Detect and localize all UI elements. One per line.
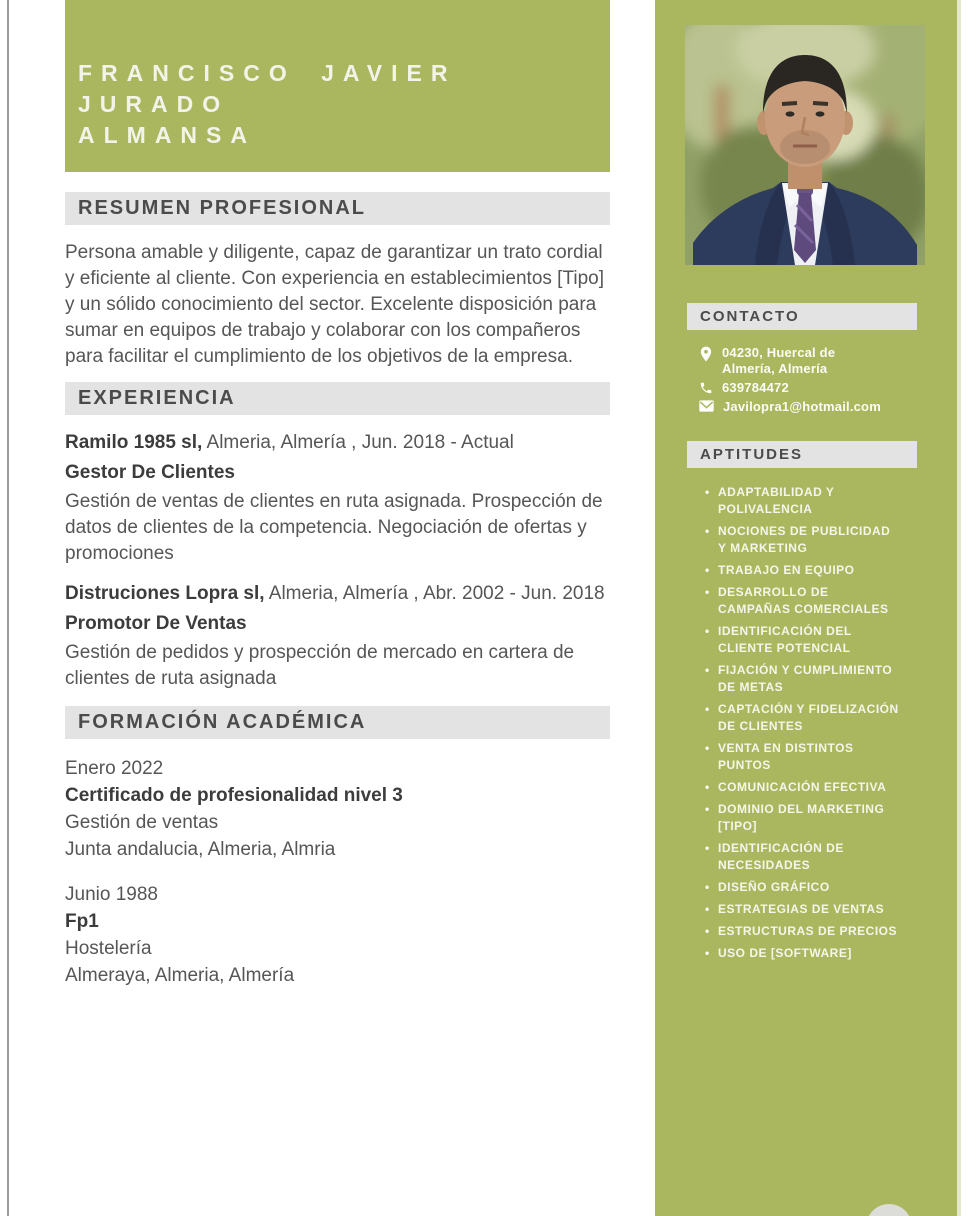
contact-email: Javilopra1@hotmail.com xyxy=(723,399,881,414)
aptitude-item: • VENTA EN DISTINTOS PUNTOS xyxy=(705,740,901,774)
phone-icon xyxy=(699,381,713,395)
aptitude-item: • USO DE [SOFTWARE] xyxy=(705,945,901,962)
contact-phone-row xyxy=(699,380,957,396)
aptitude-item: • NOCIONES DE PUBLICIDAD Y MARKETING xyxy=(705,523,901,557)
aptitude-item: • CAPTACIÓN Y FIDELIZACIÓN DE CLIENTES xyxy=(705,701,901,735)
contact-email-row xyxy=(699,399,957,415)
aptitude-item: • COMUNICACIÓN EFECTIVA xyxy=(705,779,901,796)
education-field: Gestión de ventas xyxy=(65,812,219,833)
section-title-summary: RESUMEN PROFESIONAL xyxy=(65,192,610,225)
aptitude-item: • FIJACIÓN Y CUMPLIMIENTO DE METAS xyxy=(705,662,901,696)
sidebar xyxy=(655,0,961,1216)
aptitude-item: • DOMINIO DEL MARKETING [TIPO] xyxy=(705,801,901,835)
name-line-2: JURADO xyxy=(78,91,230,117)
section-title-experience: EXPERIENCIA xyxy=(65,382,610,415)
location-pin-icon xyxy=(699,346,713,362)
education-date: Junio 1988 xyxy=(65,884,158,905)
aptitude-item: • ESTRATEGIAS DE VENTAS xyxy=(705,901,901,918)
main-column xyxy=(65,0,610,989)
contact-address: 04230, Huercal de Almería, Almería xyxy=(722,345,836,376)
name-header xyxy=(65,0,610,172)
section-title-aptitudes: APTITUDES xyxy=(687,441,917,468)
experience-entry-2 xyxy=(65,581,610,692)
job-description: Gestión de pedidos y prospección de mercado en cartera de clientes de ruta asignada xyxy=(65,642,575,689)
job-company-line xyxy=(65,581,610,607)
job-title: Gestor De Clientes xyxy=(65,462,235,483)
page-left-border xyxy=(7,0,9,1216)
contact-address-row xyxy=(699,345,957,377)
profile-photo xyxy=(685,25,925,265)
aptitude-item: • DESARROLLO DE CAMPAÑAS COMERCIALES xyxy=(705,584,901,618)
aptitude-item: • ESTRUCTURAS DE PRECIOS xyxy=(705,923,901,940)
aptitude-item: • ADAPTABILIDAD Y POLIVALENCIA xyxy=(705,484,901,518)
name-line-1: FRANCISCO JAVIER xyxy=(78,60,457,86)
aptitudes-list xyxy=(705,484,901,962)
company-meta: Almeria, Almería , Jun. 2018 - Actual xyxy=(202,432,514,453)
contact-phone: 639784472 xyxy=(722,380,789,395)
email-icon xyxy=(699,400,714,412)
aptitude-item: • TRABAJO EN EQUIPO xyxy=(705,562,901,579)
experience-entry-1 xyxy=(65,430,610,567)
education-date: Enero 2022 xyxy=(65,758,164,779)
education-school: Junta andalucia, Almeria, Almria xyxy=(65,839,336,860)
job-title: Promotor De Ventas xyxy=(65,613,247,634)
name-line-3: ALMANSA xyxy=(78,122,256,148)
company-name: Ramilo 1985 sl, xyxy=(65,432,203,453)
section-title-contact: CONTACTO xyxy=(687,303,917,330)
contact-list xyxy=(699,345,957,415)
section-title-education: FORMACIÓN ACADÉMICA xyxy=(65,706,610,739)
education-field: Hostelería xyxy=(65,938,152,959)
job-description: Gestión de ventas de clientes en ruta asignada. Prospección de datos de clientes de la competencia. Negociación de ofertas y promociones xyxy=(65,491,603,564)
company-name: Distruciones Lopra sl, xyxy=(65,583,265,604)
education-degree: Fp1 xyxy=(65,911,99,932)
education-school: Almeraya, Almeria, Almería xyxy=(65,965,295,986)
job-company-line xyxy=(65,430,610,456)
education-degree: Certificado de profesionalidad nivel 3 xyxy=(65,785,403,806)
aptitude-item: • IDENTIFICACIÓN DE NECESIDADES xyxy=(705,840,901,874)
company-meta: Almeria, Almería , Abr. 2002 - Jun. 2018 xyxy=(264,583,605,604)
education-entry-2 xyxy=(65,881,610,989)
summary-text: Persona amable y diligente, capaz de garantizar un trato cordial y eficiente al cliente. Con experiencia en establecimientos [Tipo] y un sólido conocimiento del sector. Excelente disposición para sumar en equipos de trabajo y colaborar con los compañeros para facilitar el cumplimiento de los objetivos de la empresa. xyxy=(65,242,604,367)
aptitude-item: • IDENTIFICACIÓN DEL CLIENTE POTENCIAL xyxy=(705,623,901,657)
education-entry-1 xyxy=(65,755,610,863)
aptitude-item: • DISEÑO GRÁFICO xyxy=(705,879,901,896)
